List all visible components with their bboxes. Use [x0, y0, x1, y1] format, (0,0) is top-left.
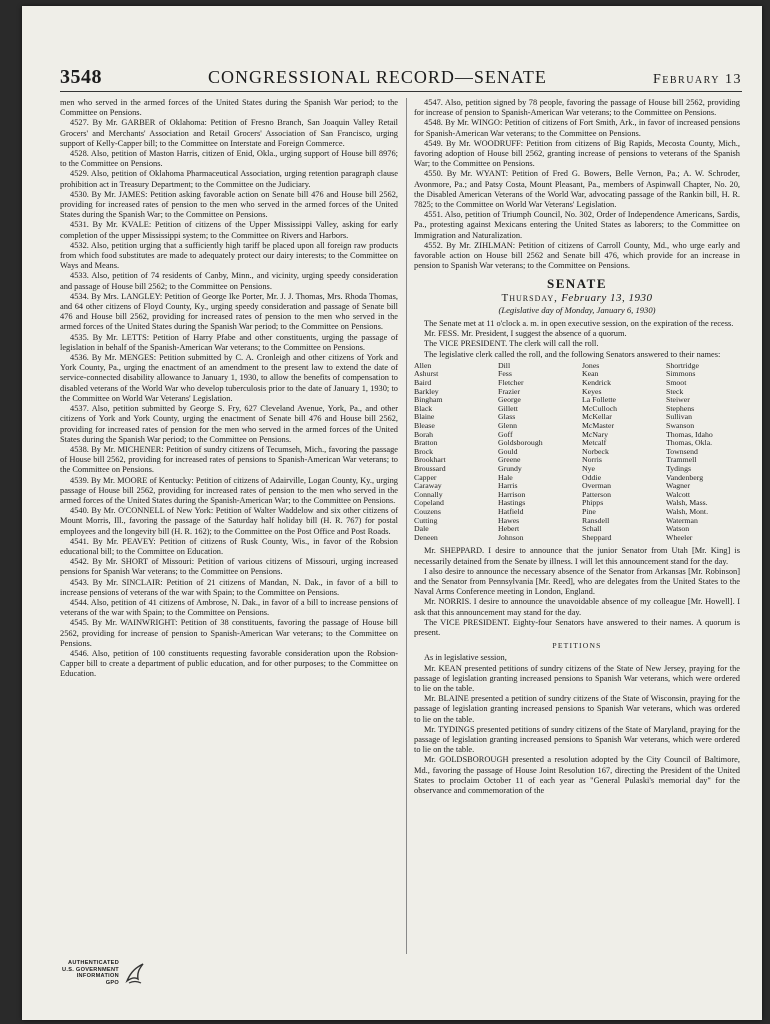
senator-name: Watson	[666, 524, 690, 534]
page-number: 3548	[60, 66, 102, 88]
senate-heading: SENATE	[546, 276, 608, 292]
roll-call-column	[582, 362, 656, 542]
senator-name: Glass	[498, 412, 516, 422]
senator-name: Simmons	[666, 369, 696, 379]
proceedings-paragraph: The VICE PRESIDENT. Eighty-four Senators have answered to their names. A quorum is present.	[414, 617, 740, 637]
proceedings-paragraph: As in legislative session,	[424, 653, 507, 663]
proceedings-paragraph: I also desire to announce the necessary absence of the Senator from Arkansas [Mr. Robinson] and the Senator from Pennsylvania [Mr. Reed], who are delegates from the United States to the Naval Arms Conference meeting in London, England.	[414, 566, 740, 597]
senator-name: Copeland	[414, 498, 444, 508]
senator-name: Harris	[498, 481, 518, 491]
senator-name: Broussard	[414, 464, 446, 473]
senator-name: Shortridge	[666, 360, 699, 370]
senator-name: Stephens	[666, 403, 695, 413]
page-header	[60, 66, 742, 90]
proceedings-paragraph: Mr. SHEPPARD. I desire to announce that the junior Senator from Utah [Mr. King] is necessarily detained from the Senate by illness. I will let this announcement stand for the day.	[414, 546, 740, 566]
petition-paragraph: 4541. By Mr. PEAVEY: Petition of citizens of Rusk County, Wis., in favor of the Robsion educational bill; to the Committee on Education.	[60, 536, 398, 556]
document-page	[22, 6, 762, 1020]
senator-name: Phipps	[582, 498, 604, 508]
senator-name: Gould	[498, 446, 518, 456]
petition-paragraph: 4545. By Mr. WAINWRIGHT: Petition of 38 constituents, favoring the passage of House bill 2562, providing for increase of pension to Spanish-American War veterans; to the Committee on Pensions.	[60, 618, 398, 648]
column-divider	[406, 98, 407, 954]
senator-name: McKellar	[582, 412, 612, 422]
senator-name: Townsend	[666, 446, 698, 456]
senator-name: McNary	[582, 429, 608, 439]
senator-name: Goff	[498, 429, 513, 439]
gpo-authentication-logo	[62, 960, 145, 986]
senator-name: Johnson	[498, 532, 524, 542]
proceedings-paragraph: Mr. BLAINE presented a petition of sundry citizens of the State of Wisconsin, praying for the passage of legislation granting increased pensions to Spanish War veterans, which was ordered to lie on the table.	[414, 694, 740, 724]
logo-line: U.S. GOVERNMENT	[62, 966, 120, 973]
senator-name: Ashurst	[414, 369, 439, 379]
logo-line: INFORMATION	[76, 973, 120, 980]
petition-paragraph: 4532. Also, petition urging that a sufficiently high tariff be placed upon all foreign raw products from which food substitutes are made to adequately protect our dairy interests; to the Committee on Ways and Means.	[60, 240, 398, 271]
senator-name: La Follette	[582, 395, 616, 405]
petition-paragraph: 4547. Also, petition signed by 78 people, favoring the passage of House bill 2562, providing for increase of pension to Spanish-American War veterans; to the Committee on Pensions.	[414, 98, 740, 118]
proceedings-paragraph: Mr. GOLDSBOROUGH presented a resolution adopted by the City Council of Baltimore, Md., favoring the passage of House Joint Resolution 167, directing the President of the United States to proclaim October 11 of each year as "General Pulaski's memorial day" for the observance and commemoration of the	[414, 755, 740, 796]
senator-name: Norbeck	[582, 446, 609, 456]
roll-call-column	[666, 362, 740, 542]
logo-text	[62, 960, 119, 986]
senator-name: Grundy	[498, 464, 522, 473]
senator-name: George	[498, 395, 521, 405]
senate-day: Thursday,	[501, 291, 558, 304]
logo-line: GPO	[105, 979, 120, 986]
petition-paragraph: 4549. By Mr. WOODRUFF: Petition from citizens of Big Rapids, Mecosta County, Mich., favoring adoption of House bill 2562, granting increase of pensions to veterans of the Spanish War; to the Committee on Pensions.	[414, 138, 740, 169]
senator-name: Black	[414, 403, 433, 413]
senator-name: Capper	[414, 472, 437, 482]
senator-name: Jones	[582, 360, 600, 370]
senator-name: Sheppard	[582, 532, 612, 542]
senator-name: Dale	[414, 524, 429, 534]
senator-name: Hatfield	[498, 506, 524, 516]
petition-paragraph: 4531. By Mr. KVALE: Petition of citizens of the Upper Mississippi Valley, asking for early completion of the upper Mississippi system; to the Committee on Rivers and Harbors.	[60, 220, 398, 240]
petition-paragraph: 4546. Also, petition of 100 constituents requesting favorable consideration upon the Robsion-Capper bill to create a department of public education, and for other purposes; to the Committee on Education.	[60, 648, 398, 679]
proceedings-paragraph: The legislative clerk called the roll, and the following Senators answered to their names:	[424, 349, 721, 359]
petition-paragraph: 4550. By Mr. WYANT: Petition of Fred G. Bowers, Belle Vernon, Pa.; A. W. Schroder, Avonmore, Pa.; and Patsy Costa, Mount Pleasant, Pa., members of Aspinwall Chapter, No. 20, the Disabled American Veterans of the World War, advocating passage of the Rankin bill, H. R. 7825; to the Committee on World War Veterans' Legislation.	[414, 169, 740, 210]
senator-name: Trammell	[666, 455, 697, 465]
senator-name: Baird	[414, 378, 432, 388]
petitions-heading: PETITIONS	[552, 641, 602, 651]
senator-name: Walcott	[666, 489, 691, 499]
senator-name: Norris	[582, 455, 602, 465]
senator-name: Walsh, Mont.	[666, 506, 709, 516]
senator-name: Ransdell	[582, 515, 610, 525]
senator-name: Smoot	[666, 378, 687, 388]
senator-name: Vandenberg	[666, 472, 704, 482]
senator-name: Hastings	[498, 498, 526, 508]
senate-date-text: February 13, 1930	[561, 291, 653, 304]
petition-paragraph: 4542. By Mr. SHORT of Missouri: Petition of various citizens of Missouri, urging increased pensions for Spanish War veterans; to the Committee on Pensions.	[60, 557, 398, 577]
senator-name: Dill	[498, 360, 511, 370]
gpo-eagle-icon	[123, 961, 145, 985]
senator-name: Keyes	[582, 386, 602, 396]
petition-paragraph: 4538. By Mr. MICHENER: Petition of sundry citizens of Tecumseh, Mich., favoring the passage of House bill 2562, providing for increased rates of pensions to Spanish-American War veterans; to the Committee on Pensions.	[60, 444, 398, 475]
senator-name: Brookhart	[414, 455, 446, 465]
logo-line: AUTHENTICATED	[68, 960, 120, 967]
senator-name: Steiwer	[666, 395, 690, 405]
roll-call-list	[414, 362, 740, 542]
proceedings-paragraph: Mr. TYDINGS presented petitions of sundry citizens of the State of Maryland, praying for the passage of legislation granting increased pensions to Spanish War veterans, which were ordered to lie on the table.	[414, 724, 740, 755]
petition-paragraph: 4533. Also, petition of 74 residents of Canby, Minn., and vicinity, urging speedy consideration and passage of House bill 2562; to the Committee on Pensions.	[60, 271, 398, 291]
petition-paragraph: 4552. By Mr. ZIHLMAN: Petition of citizens of Carroll County, Md., who urge early and favorable action on House bill 2562 and Senate bill 476, which provide for an increase in pension to Spanish War veterans; to the Committee on Pensions.	[414, 240, 740, 271]
proceedings-paragraph: The Senate met at 11 o'clock a. m. in open executive session, on the expiration of the recess.	[424, 319, 734, 329]
senator-name: Walsh, Mass.	[666, 498, 708, 508]
senator-name: Connally	[414, 489, 443, 499]
senator-name: Schall	[582, 524, 602, 534]
senator-name: Wheeler	[666, 532, 693, 542]
senator-name: Steck	[666, 386, 684, 396]
senator-name: Swanson	[666, 421, 695, 431]
roll-call-column	[414, 362, 488, 542]
senator-name: Waterman	[666, 515, 698, 525]
senator-name: Fess	[498, 369, 512, 379]
senator-name: Patterson	[582, 489, 612, 499]
senator-name: Blaine	[414, 412, 435, 422]
senator-name: Greene	[498, 455, 521, 465]
petition-paragraph: men who served in the armed forces of the United States during the Spanish War period; to the Committee on Pensions.	[60, 98, 398, 118]
senator-name: Borah	[414, 429, 434, 439]
running-head: CONGRESSIONAL RECORD—SENATE	[208, 67, 547, 87]
petition-paragraph: 4528. Also, petition of Maston Harris, citizen of Enid, Okla., urging support of House bill 8976; to the Committee on Pensions.	[60, 149, 398, 169]
proceedings-paragraph: The VICE PRESIDENT. The clerk will call the roll.	[424, 339, 599, 349]
petition-paragraph: 4529. Also, petition of Oklahoma Pharmaceutical Association, urging retention paragraph clause prohibition act in Treasury Department; to the Committee on the Judiciary.	[60, 169, 398, 189]
senator-name: Brock	[414, 446, 434, 456]
petition-paragraph: 4535. By Mr. LETTS: Petition of Harry Pfabe and other constituents, urging the passage of legislation in behalf of the Spanish-American War veterans; to the Committee on Pensions.	[60, 332, 398, 352]
proceedings-paragraph: Mr. KEAN presented petitions of sundry citizens of the State of New Jersey, praying for the passage of legislation granting increased pensions to Spanish War veterans, which were ordered to lie on the table.	[414, 663, 740, 693]
petition-paragraph: 4537. Also, petition submitted by George S. Fry, 627 Cleveland Avenue, York, Pa., and other citizens of York and York County, urging the enactment of Senate bill 476 and House bill 2562, providing for increased rates of pension for the men who served in the armed forces of the United States during the Spanish War period; to the Committee on Pensions.	[60, 404, 398, 444]
senator-name: Pine	[582, 506, 596, 516]
legislative-day: (Legislative day of Monday, January 6, 1930)	[498, 304, 656, 315]
petition-paragraph: 4536. By Mr. MENGES: Petition submitted by C. A. Cronleigh and other citizens of York and York County, Pa., urging the enactment of an amendment to the present law to extend the date of service-connected disability allowance to January 1, 1930, to allow the benefits of compensation to disabled veterans of the World War who develop tuberculosis prior to the date of January 1, 1930; to the Committee on World War Veterans' Legislation.	[60, 353, 398, 403]
senator-name: Nye	[582, 464, 595, 473]
senator-name: McCulloch	[582, 403, 618, 413]
senator-name: Caraway	[414, 481, 442, 491]
senator-name: Bingham	[414, 395, 443, 405]
senator-name: Glenn	[498, 421, 518, 431]
petition-paragraph: 4543. By Mr. SINCLAIR: Petition of 21 citizens of Mandan, N. Dak., in favor of a bill to increase pensions of veterans of the war with Spain; to the Committee on Pensions.	[60, 577, 398, 597]
petition-paragraph: 4544. Also, petition of 41 citizens of Ambrose, N. Dak., in favor of a bill to increase pensions of veterans of the war with Spain; to the Committee on Pensions.	[60, 597, 398, 618]
header-date: February 13	[652, 72, 742, 87]
senator-name: Deneen	[414, 532, 438, 542]
petition-paragraph: 4539. By Mr. MOORE of Kentucky: Petition of citizens of Adairville, Logan County, Ky., urging passage of House bill 2562, providing for increased rates of pension to the men who served in the armed forces of the United States during the Spanish-American War; to the Committee on Pensions.	[60, 475, 398, 505]
senator-name: Couzens	[414, 506, 441, 516]
senator-name: Metcalf	[582, 438, 607, 448]
senator-name: Cutting	[414, 515, 438, 525]
senator-name: Allen	[414, 360, 432, 370]
senator-name: Wagner	[666, 481, 691, 491]
senator-name: Hale	[498, 472, 513, 482]
senator-name: Kean	[582, 369, 599, 379]
senator-name: Barkley	[414, 386, 439, 396]
senator-name: Gillett	[498, 403, 518, 413]
senator-name: Hawes	[498, 515, 520, 525]
senator-name: Hebert	[498, 524, 520, 534]
senator-name: Thomas, Idaho	[666, 429, 713, 439]
senator-name: Bratton	[414, 438, 438, 448]
right-column	[414, 98, 740, 796]
proceedings-paragraph: Mr. NORRIS. I desire to announce the unavoidable absence of my colleague [Mr. Howell]. I ask that this announcement may stand for the day.	[414, 597, 740, 617]
petition-paragraph: 4530. By Mr. JAMES: Petition asking favorable action on Senate bill 476 and House bill 2562, providing for increased rates of pension to the men who served in the armed forces of the United States during the Spanish War; to the Committee on Pensions.	[60, 189, 398, 220]
petition-paragraph: 4551. Also, petition of Triumph Council, No. 302, Order of Independence Americans, Sardis, Pa., protesting against Mexicans entering the United States as laborers; to the Committee on Immigration and Naturalization.	[414, 210, 740, 240]
petition-paragraph: 4548. By Mr. WINGO: Petition of citizens of Fort Smith, Ark., in favor of increased pensions for Spanish-American War veterans; to the Committee on Pensions.	[414, 118, 740, 138]
senate-date	[414, 293, 740, 303]
senator-name: Tydings	[666, 464, 692, 473]
proceedings-paragraph: Mr. FESS. Mr. President, I suggest the absence of a quorum.	[424, 329, 627, 339]
left-column	[60, 98, 398, 680]
senator-name: Blease	[414, 421, 435, 431]
senator-name: Harrison	[498, 489, 526, 499]
senator-name: Oddie	[582, 472, 602, 482]
roll-call-column	[498, 362, 572, 542]
petition-paragraph: 4540. By Mr. O'CONNELL of New York: Petition of Walter Waddelow and six other citizens of Mount Morris, Ill., favoring the passage of the Saturday half holiday bill (H. R. 767) for postal employees and the longevity bill (H. R. 162); to the Committee on the Post Office and Post Roads.	[60, 506, 398, 536]
senator-name: Kendrick	[582, 378, 612, 388]
petition-paragraph: 4527. By Mr. GARBER of Oklahoma: Petition of Fresno Branch, San Joaquin Valley Retail Grocers' and Merchants' Association and Retail Grocers' Association of San Francisco, urging support of Kelly-Capper bill; to the Committee on Interstate and Foreign Commerce.	[60, 118, 398, 148]
senator-name: Overman	[582, 481, 612, 491]
senator-name: Frazier	[498, 386, 521, 396]
senator-name: Fletcher	[498, 378, 524, 388]
senator-name: McMaster	[582, 421, 615, 431]
senator-name: Sullivan	[666, 412, 692, 422]
petition-paragraph: 4534. By Mrs. LANGLEY: Petition of George Ike Porter, Mr. J. J. Thomas, Mrs. Rhoda Thomas, and 64 other citizens of Floyd County, Ky., urging speedy consideration and passage of Senate bill 476 and House bill 2562, providing for increased rates of pension to the men who served in the armed forces of the United States during the Spanish War period; to the Committee on Pensions.	[60, 291, 398, 332]
header-rule	[60, 91, 742, 92]
senator-name: Goldsborough	[498, 438, 543, 448]
senator-name: Thomas, Okla.	[666, 438, 713, 448]
